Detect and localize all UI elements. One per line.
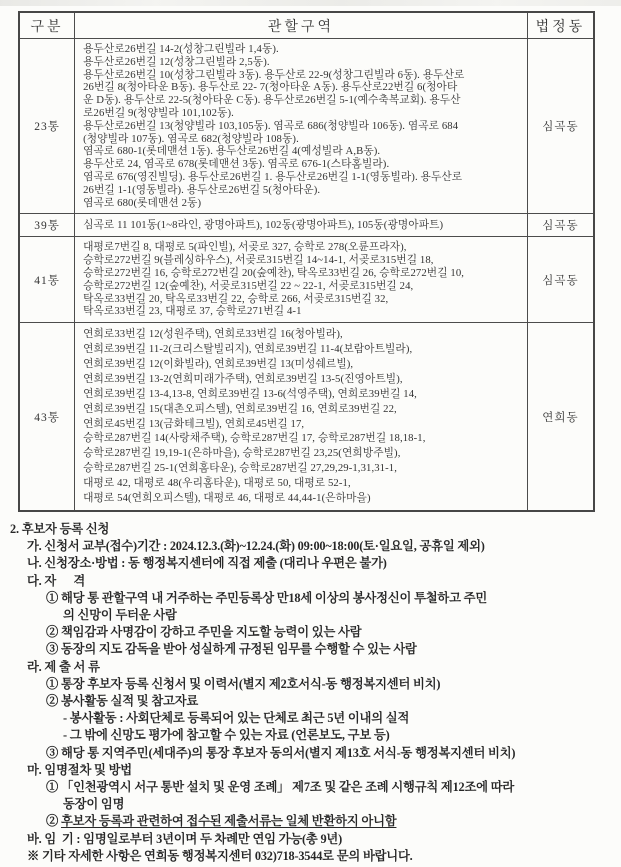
- tong-cell: 23통: [19, 39, 75, 214]
- area-line: 운 D동). 용두산로 22-5(청아타운 C동). 용두산로26번길 5-1(예수축복교회). 용두산: [83, 94, 461, 107]
- notice-line: ※ 기타 자세한 사항은 연희동 행정복지센터 032)718-3544로 문의 바랍니다.: [27, 848, 413, 863]
- dong-cell: 심곡동: [527, 39, 594, 214]
- notice-line: ③ 동장의 지도 감독을 받아 성실하게 규정된 임무를 수행할 수 있는 사람: [46, 642, 417, 657]
- dong-cell: 심곡동: [527, 214, 594, 237]
- area-line: 대평로 54(연희오피스텔), 대평로 46, 대평로 44,44-1(은하마을): [83, 492, 371, 505]
- notice-line: ① 통장 후보자 등록 신청서 및 이력서(별지 제2호서식-동 행정복지센터 비치): [46, 676, 441, 691]
- area-cell: [75, 214, 528, 237]
- notice-line: [0, 813, 617, 830]
- area-line: 승학로272번길 12(숲예찬), 서곶로315번길 22 ~ 22-1, 서곶로315번길 24,: [83, 279, 414, 292]
- notice-line: 다. 자 격: [27, 573, 86, 588]
- table-row: [19, 323, 594, 511]
- notice-line: 2. 후보자 등록 신청: [10, 522, 110, 537]
- area-line: 탁옥로33번길 20, 탁옥로33번길 22, 승학로 266, 서곶로315번길 32,: [83, 292, 389, 305]
- tong-cell: 41통: [19, 237, 75, 323]
- table-row: [19, 214, 594, 237]
- area-line: 연희로39번길 13-2(연희미래가주택), 연희로39번길 13-5(진영아트빌),: [83, 372, 403, 385]
- area-line: 승학로272번길 16, 승학로272번길 20(숲예찬), 탁옥로33번길 26, 승학로272번길 10,: [83, 266, 465, 279]
- notice-line-prefix: ②: [46, 814, 61, 829]
- area-line: 26번길 1-1(영동빌라). 용두산로26번길 5(청아타운).: [83, 183, 321, 196]
- area-cell: [75, 323, 528, 511]
- area-line: 연희로39번길 15(대촌오피스텔), 연희로39번길 16, 연희로39번길 22,: [83, 402, 397, 415]
- notice-line: ① 「인천광역시 서구 통반 설치 및 운영 조례」 제7조 및 같은 조례 시행규칙 제12조에 따라: [46, 780, 515, 795]
- area-line: 로26번길 9(청양빌라 101,102동).: [83, 106, 234, 119]
- notice-line: 나. 신청장소·방법 : 동 행정복지센터에 직접 제출 (대리나 우편은 불가): [27, 556, 387, 571]
- area-line: 승학로287번길 19,19-1(은하마을), 승학로287번길 23,25(연희방주빌),: [83, 447, 401, 460]
- header-gubun: 구분: [19, 12, 75, 39]
- area-line: 연희로39번길 13-4,13-8, 연희로39번길 13-6(석영주택), 연희로39번길 14,: [83, 387, 417, 400]
- area-line: 대평로 42, 대평로 48(우리홈타운), 대평로 50, 대평로 52-1,: [83, 477, 351, 490]
- notice-section: [0, 521, 617, 865]
- notice-line: 가. 신청서 교부(접수)기간 : 2024.12.3.(화)~12.24.(화) 09:00~18:00(토·일요일, 공휴일 제외): [27, 539, 485, 554]
- notice-line: 의 신망이 두터운 사람: [63, 608, 177, 623]
- jurisdiction-table-body: [19, 39, 594, 512]
- area-line: 대평로7번길 8, 대평로 5(파인빌), 서곶로 327, 승학로 278(오륜프라자),: [83, 241, 407, 254]
- table-row: [19, 39, 594, 214]
- area-line: 염곡로 680-1(롯데맨션 1동). 용두산로26번길 4(예성빌라 A,B동).: [83, 145, 381, 158]
- dong-cell: 연희동: [527, 323, 594, 511]
- notice-line: 동장이 임명: [63, 797, 125, 812]
- area-line: 연희로33번길 12(성원주택), 연희로33번길 16(청아빌라),: [83, 328, 343, 341]
- tong-cell: 39통: [19, 214, 75, 237]
- notice-line: ② 봉사활동 실적 및 참고자료: [46, 694, 199, 709]
- notice-line: ③ 해당 통 지역주민(세대주)의 통장 후보자 동의서(별지 제13호 서식-동 행정복지센터 비치): [46, 745, 516, 760]
- jurisdiction-table: [18, 11, 595, 512]
- area-line: 승학로287번길 25-1(연희홈타운), 승학로287번길 27,29,29-1,31,31-1,: [83, 462, 398, 475]
- area-line: 승학로272번길 9(블레싱하우스), 서곶로315번길 14~14-1, 서곶로315번길 18,: [83, 254, 434, 267]
- notice-line: ① 해당 통 관할구역 내 거주하는 주민등록상 만18세 이상의 봉사정신이 투철하고 주민: [46, 590, 488, 605]
- notice-line: ② 책임감과 사명감이 강하고 주민을 지도할 능력이 있는 사람: [46, 625, 362, 640]
- area-line: 연희로39번길 12(이화빌라), 연희로39번길 13(미성쉐르빌),: [83, 357, 354, 370]
- header-gwanhalguyok: 관할구역: [75, 12, 528, 39]
- area-line: 용두산로26번길 10(성창그린빌라 3동). 용두산로 22-9(성창그린빌라 6동). 용두산로: [83, 68, 465, 81]
- tong-cell: 43통: [19, 323, 75, 511]
- scan-artifact-strip: [0, 0, 621, 6]
- area-line: 탁옥로33번길 23, 대평로 37, 승학로271번길 4-1: [83, 305, 302, 318]
- area-line: 용두산로26번길 14-2(성창그린빌라 1,4동).: [83, 43, 279, 55]
- area-line: 용두산로 24, 염곡로 678(롯데맨션 3동). 염곡로 676-1(스타홈빌라).: [83, 158, 390, 171]
- area-line: 연희로45번길 13(금화테크빌), 연희로45번길 17,: [83, 417, 305, 430]
- area-line: 용두산로26번길 13(청양빌라 103,105동). 염곡로 686(청양빌라 106동). 염곡로 684: [83, 119, 459, 132]
- notice-line: 라. 제 출 서 류: [27, 659, 100, 674]
- notice-line-underlined-text: 후보자 등록과 관련하여 접수된 제출서류는 일체 반환하지 아니함: [60, 814, 397, 829]
- area-line: 승학로287번길 14(사랑채주택), 승학로287번길 17, 승학로287번길 18,18-1,: [83, 432, 426, 445]
- area-line: 용두산로26번길 12(성창그린빌라 2,5동).: [83, 55, 270, 68]
- table-header-row: [19, 12, 594, 39]
- area-line: 연희로39번길 11-2(크리스탈빌리지), 연희로39번길 11-4(보람아트빌라),: [83, 343, 413, 356]
- area-cell: [75, 39, 528, 214]
- notice-line: - 봉사활동 : 사회단체로 등록되어 있는 단체로 최근 5년 이내의 실적: [63, 711, 410, 726]
- area-line: 심곡로 11 101동(1~8라인, 광명아파트), 102동(광명아파트), 105동(광명아파트): [83, 219, 444, 232]
- notice-line: 바. 임 기 : 임명일로부터 3년이며 두 차례만 연임 가능(총 9년): [27, 831, 343, 846]
- table-row: [19, 237, 594, 323]
- area-line: 염곡로 676(영진빌딩). 용두산로26번길 1. 용두산로26번길 1-1(영동빌라). 용두산로: [83, 170, 463, 183]
- area-cell: [75, 237, 528, 323]
- notice-line: - 그 밖에 신망도 평가에 참고할 수 있는 자료 (언론보도, 구보 등): [63, 728, 390, 743]
- notice-line: 마. 임명절차 및 방법: [27, 762, 132, 777]
- area-line: 염곡로 680(롯데맨션 2동): [83, 196, 202, 209]
- area-line: 26번길 8(청아타운 B동). 용두산로 22- 7(청아타운 A동). 용두산로22번길 6(청아타: [83, 81, 458, 94]
- dong-cell: 심곡동: [527, 237, 594, 323]
- header-beopjeongdong: 법정동: [527, 12, 594, 39]
- area-line: (청양빌라 107동). 염곡로 682(청양빌라 108동).: [83, 132, 299, 145]
